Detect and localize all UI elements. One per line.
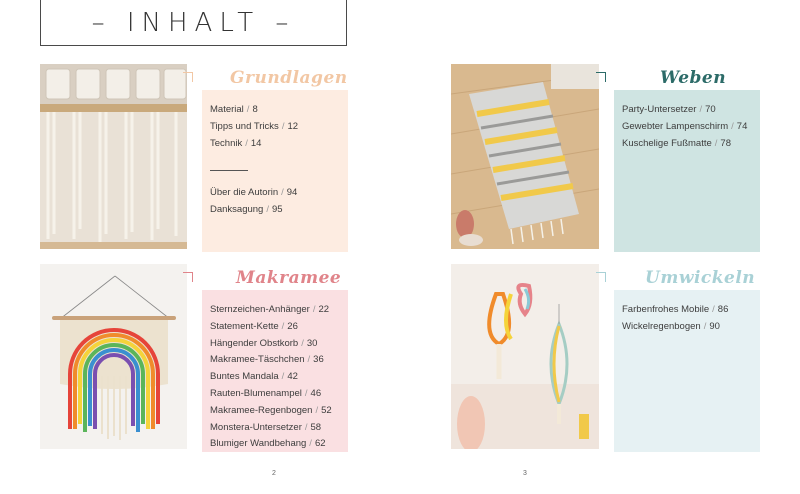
toc-entry: Party-Untersetzer / 70	[622, 104, 716, 115]
section-box-grundlagen	[202, 90, 348, 252]
corner-frame	[596, 272, 606, 282]
photo-woven-rug	[451, 64, 599, 249]
toc-entry: Farbenfrohes Mobile / 86	[622, 304, 729, 315]
toc-entry: Makramee-Täschchen / 36	[210, 354, 324, 366]
photo-macrame-spools	[40, 64, 187, 249]
photo-macrame-rainbow	[40, 264, 187, 449]
corner-frame	[183, 272, 193, 282]
section-heading-makramee: Makramee	[236, 268, 342, 288]
section-heading-umwickeln: Umwickeln	[645, 268, 756, 288]
toc-entry: Wickelregenbogen / 90	[622, 320, 720, 332]
photo-wrapped-mobile	[451, 264, 599, 449]
toc-entry: Technik / 14	[210, 137, 262, 149]
toc-title: – INHALT –	[40, 0, 347, 46]
page-number-left: 2	[272, 470, 276, 477]
toc-entry: Makramee-Regenbogen / 52	[210, 404, 332, 416]
toc-entry: Blumiger Wandbehang / 62	[210, 438, 326, 450]
toc-entry: Monstera-Untersetzer / 58	[210, 421, 322, 433]
toc-entry: Über die Autorin / 94	[210, 187, 298, 199]
section-heading-weben: Weben	[660, 68, 727, 88]
toc-entry: Gewebter Lampenschirm / 74	[622, 120, 748, 132]
section-box-umwickeln	[614, 290, 760, 452]
toc-entry: Danksagung / 95	[210, 204, 283, 216]
toc-entry: Material / 8	[210, 104, 258, 115]
section-box-makramee	[202, 290, 348, 452]
toc-entry: Sternzeichen-Anhänger / 22	[210, 304, 330, 315]
toc-entry: Buntes Mandala / 42	[210, 371, 298, 383]
toc-entry: Statement-Kette / 26	[210, 320, 298, 332]
corner-frame	[183, 72, 193, 82]
toc-entry: Hängender Obstkorb / 30	[210, 337, 318, 349]
toc-entry: Rauten-Blumenampel / 46	[210, 387, 322, 399]
section-heading-grundlagen: Grundlagen	[230, 68, 348, 88]
section-box-weben	[614, 90, 760, 252]
toc-entry: Kuschelige Fußmatte / 78	[622, 137, 731, 149]
corner-frame	[596, 72, 606, 82]
page-number-right: 3	[523, 470, 527, 477]
toc-entry: Tipps und Tricks / 12	[210, 120, 299, 132]
divider	[210, 170, 248, 171]
